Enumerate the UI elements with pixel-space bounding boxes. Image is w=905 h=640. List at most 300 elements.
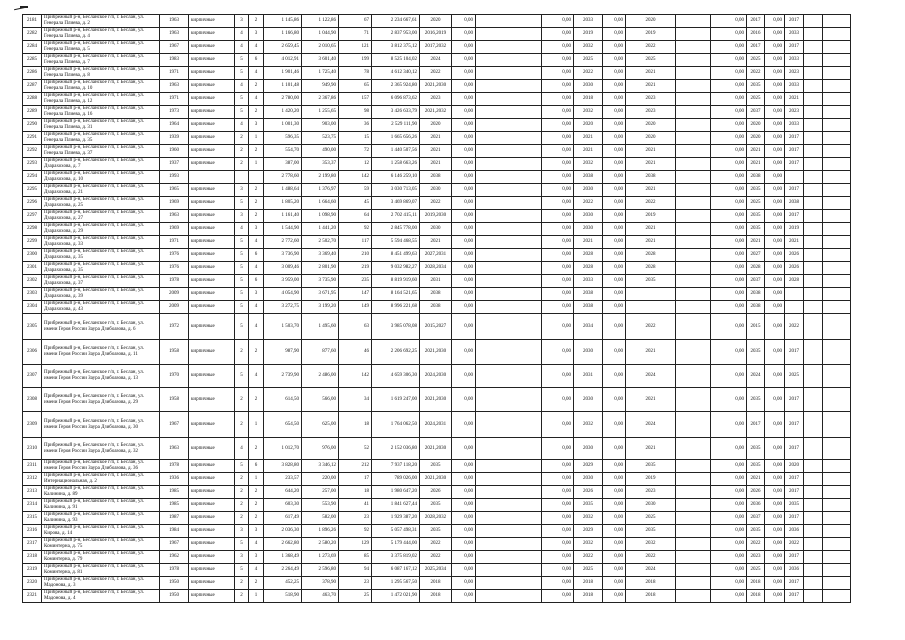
cost-cell: 0,00 bbox=[711, 93, 747, 106]
blank-cell bbox=[476, 412, 542, 438]
address-cell: Прибрежный р-н, Бесланское г/п, г. Беслан, ул. Генерала Плиева, д. 7 bbox=[42, 54, 160, 67]
cost-cell: 0,00 bbox=[765, 54, 785, 67]
repair-period-cell: 2032 bbox=[574, 158, 603, 171]
repair-period-cell: 2022 bbox=[785, 314, 804, 340]
cost-cell: 0,00 bbox=[452, 340, 476, 365]
repair-period-cell: 2035 bbox=[747, 460, 765, 473]
blank-cell bbox=[676, 486, 711, 499]
repair-period-cell: 2030 bbox=[574, 340, 603, 365]
cost-cell: 0,00 bbox=[765, 197, 785, 210]
wall-material-cell: кирпичные bbox=[189, 15, 235, 28]
row-number: 2303 bbox=[23, 288, 42, 301]
wall-material-cell bbox=[189, 171, 235, 184]
wall-material-cell: кирпичные bbox=[189, 288, 235, 301]
table-row bbox=[23, 106, 851, 119]
entrances-cell: 2 bbox=[249, 438, 264, 460]
total-area-cell: 2 772,60 bbox=[264, 236, 302, 249]
total-cost-cell: 2 152 036,80 bbox=[372, 438, 420, 460]
total-area-cell: 2 264,49 bbox=[264, 564, 302, 577]
table-row bbox=[23, 158, 851, 171]
repair-period-cell: 2030 bbox=[574, 223, 603, 236]
blank-cell bbox=[804, 538, 823, 551]
table-row bbox=[23, 236, 851, 249]
living-area-cell: 1 098,90 bbox=[302, 210, 339, 223]
cost-cell: 0,00 bbox=[711, 223, 747, 236]
entrances-cell: 4 bbox=[249, 236, 264, 249]
repair-period-cell: 2023 bbox=[626, 486, 676, 499]
cost-cell: 0,00 bbox=[765, 438, 785, 460]
total-area-cell: 1 503,70 bbox=[264, 314, 302, 340]
total-area-cell: 3 736,90 bbox=[264, 249, 302, 262]
blank-cell bbox=[804, 171, 823, 184]
blank-cell bbox=[476, 132, 542, 145]
repair-period-cell: 2025 bbox=[747, 54, 765, 67]
blank-cell bbox=[476, 538, 542, 551]
row-number: 2305 bbox=[23, 314, 42, 340]
entrances-cell: 4 bbox=[249, 41, 264, 54]
repair-period-cell: 2023 bbox=[785, 106, 804, 119]
repair-period-cell: 2033 bbox=[785, 119, 804, 132]
cost-cell: 0,00 bbox=[711, 314, 747, 340]
residents-cell: 117 bbox=[339, 236, 372, 249]
entrances-cell: 2 bbox=[249, 15, 264, 28]
wall-material-cell: кирпичные bbox=[189, 486, 235, 499]
blank-cell bbox=[823, 106, 851, 119]
address-cell: Прибрежный р-н, Бесланское г/п, г. Беслан, ул. Генерала Плиева, д. 37 bbox=[42, 145, 160, 158]
total-cost-cell: 1 929 387,20 bbox=[372, 512, 420, 525]
year-built-cell: 1985 bbox=[160, 486, 189, 499]
residents-cell: 25 bbox=[339, 590, 372, 603]
entrances-cell: 3 bbox=[249, 288, 264, 301]
blank-cell bbox=[676, 564, 711, 577]
repair-period-cell: 2037 bbox=[747, 275, 765, 288]
blank-cell bbox=[676, 551, 711, 564]
cost-cell: 0,00 bbox=[542, 340, 574, 365]
repair-period-cell: 2018 bbox=[574, 577, 603, 590]
row-number: 2298 bbox=[23, 223, 42, 236]
wall-material-cell: кирпичные bbox=[189, 499, 235, 512]
blank-cell bbox=[804, 236, 823, 249]
residents-cell: 142 bbox=[339, 365, 372, 388]
floors-cell: 2 bbox=[235, 412, 249, 438]
row-number: 2301 bbox=[23, 262, 42, 275]
cost-cell: 0,00 bbox=[711, 301, 747, 314]
cost-cell: 0,00 bbox=[765, 171, 785, 184]
living-area-cell: 463,70 bbox=[302, 590, 339, 603]
cost-cell: 0,00 bbox=[711, 119, 747, 132]
year-built-cell: 1976 bbox=[160, 262, 189, 275]
blank-cell bbox=[676, 275, 711, 288]
living-area-cell: 257,00 bbox=[302, 486, 339, 499]
wall-material-cell: кирпичные bbox=[189, 80, 235, 93]
cost-cell: 0,00 bbox=[542, 314, 574, 340]
table-row bbox=[23, 438, 851, 460]
blank-cell bbox=[804, 577, 823, 590]
cost-cell: 0,00 bbox=[542, 412, 574, 438]
blank-cell bbox=[676, 119, 711, 132]
wall-material-cell: кирпичные bbox=[189, 54, 235, 67]
blank-cell bbox=[476, 388, 542, 412]
residents-cell: 45 bbox=[339, 197, 372, 210]
entrances-cell: 1 bbox=[249, 412, 264, 438]
year-built-cell: 1984 bbox=[160, 525, 189, 538]
total-cost-cell: 1 258 663,26 bbox=[372, 158, 420, 171]
row-number: 2299 bbox=[23, 236, 42, 249]
floors-cell: 2 bbox=[235, 486, 249, 499]
blank-cell bbox=[676, 184, 711, 197]
cost-cell: 0,00 bbox=[603, 236, 626, 249]
wall-material-cell: кирпичные bbox=[189, 158, 235, 171]
blank-cell bbox=[476, 158, 542, 171]
repair-period-cell: 2022 bbox=[626, 41, 676, 54]
table-row bbox=[23, 15, 851, 28]
repair-period-cell: 2038 bbox=[626, 171, 676, 184]
total-cost-cell: 4 659 306,30 bbox=[372, 365, 420, 388]
cost-cell: 0,00 bbox=[542, 210, 574, 223]
blank-cell bbox=[804, 93, 823, 106]
blank-cell bbox=[676, 15, 711, 28]
blank-cell bbox=[804, 119, 823, 132]
repair-period-cell bbox=[785, 288, 804, 301]
year-built-cell: 1963 bbox=[160, 210, 189, 223]
repair-period-cell: 2023 bbox=[420, 93, 452, 106]
repair-period-cell: 2018 bbox=[626, 590, 676, 603]
wall-material-cell: кирпичные bbox=[189, 473, 235, 486]
repair-period-cell: 2035 bbox=[626, 460, 676, 473]
cost-cell: 0,00 bbox=[452, 473, 476, 486]
repair-period-cell: 2020 bbox=[626, 132, 676, 145]
cost-cell: 0,00 bbox=[603, 538, 626, 551]
repair-period-cell: 2033 bbox=[574, 275, 603, 288]
floors-cell: 5 bbox=[235, 67, 249, 80]
cost-cell: 0,00 bbox=[452, 132, 476, 145]
cost-cell: 0,00 bbox=[711, 275, 747, 288]
row-number: 2307 bbox=[23, 365, 42, 388]
cost-cell: 0,00 bbox=[603, 438, 626, 460]
entrances-cell: 2 bbox=[249, 388, 264, 412]
blank-cell bbox=[823, 197, 851, 210]
repair-period-cell: 2035 bbox=[747, 80, 765, 93]
living-area-cell: 378,90 bbox=[302, 577, 339, 590]
floors-cell: 2 bbox=[235, 388, 249, 412]
year-built-cell: 1971 bbox=[160, 93, 189, 106]
cost-cell: 0,00 bbox=[765, 41, 785, 54]
floors-cell: 3 bbox=[235, 184, 249, 197]
entrances-cell: 2 bbox=[249, 197, 264, 210]
floors-cell: 5 bbox=[235, 288, 249, 301]
repair-period-cell: 2017 bbox=[785, 210, 804, 223]
floors-cell: 4 bbox=[235, 80, 249, 93]
repair-period-cell: 2036 bbox=[785, 564, 804, 577]
cost-cell: 0,00 bbox=[542, 54, 574, 67]
total-cost-cell: 1 440 507,56 bbox=[372, 145, 420, 158]
cost-cell: 0,00 bbox=[542, 438, 574, 460]
total-cost-cell: 3 985 078,08 bbox=[372, 314, 420, 340]
cost-cell: 0,00 bbox=[711, 262, 747, 275]
blank-cell bbox=[476, 486, 542, 499]
blank-cell bbox=[676, 41, 711, 54]
residents-cell: 12 bbox=[339, 158, 372, 171]
repair-period-cell: 2022 bbox=[626, 551, 676, 564]
cost-cell: 0,00 bbox=[542, 538, 574, 551]
living-area-cell: 976,00 bbox=[302, 438, 339, 460]
repair-period-cell: 2017 bbox=[785, 512, 804, 525]
blank-cell bbox=[676, 590, 711, 603]
blank-cell bbox=[823, 301, 851, 314]
year-built-cell: 1962 bbox=[160, 551, 189, 564]
living-area-cell: 1 725,40 bbox=[302, 67, 339, 80]
wall-material-cell: кирпичные bbox=[189, 538, 235, 551]
cost-cell: 0,00 bbox=[765, 223, 785, 236]
total-cost-cell: 8 819 919,60 bbox=[372, 275, 420, 288]
repair-period-cell: 2018 bbox=[626, 577, 676, 590]
blank-cell bbox=[676, 388, 711, 412]
total-area-cell: 452,25 bbox=[264, 577, 302, 590]
repair-period-cell: 2038 bbox=[785, 197, 804, 210]
blank-cell bbox=[476, 93, 542, 106]
cost-cell: 0,00 bbox=[603, 473, 626, 486]
year-built-cell: 1978 bbox=[160, 460, 189, 473]
total-area-cell: 4 012,91 bbox=[264, 54, 302, 67]
table-row bbox=[23, 210, 851, 223]
total-cost-cell: 3 375 819,02 bbox=[372, 551, 420, 564]
blank-cell bbox=[823, 275, 851, 288]
living-area-cell: 877,60 bbox=[302, 340, 339, 365]
total-area-cell: 1 544,90 bbox=[264, 223, 302, 236]
repair-period-cell: 2024 bbox=[747, 365, 765, 388]
row-number: 2300 bbox=[23, 249, 42, 262]
cost-cell: 0,00 bbox=[452, 80, 476, 93]
living-area-cell: 1 376,97 bbox=[302, 184, 339, 197]
residents-cell: 219 bbox=[339, 262, 372, 275]
blank-cell bbox=[476, 119, 542, 132]
blank-cell bbox=[804, 262, 823, 275]
repair-period-cell: 2021 bbox=[574, 145, 603, 158]
cost-cell: 0,00 bbox=[603, 564, 626, 577]
repair-period-cell: 2021 bbox=[626, 80, 676, 93]
blank-cell bbox=[823, 119, 851, 132]
blank-cell bbox=[823, 171, 851, 184]
repair-period-cell: 2021 bbox=[626, 223, 676, 236]
blank-cell bbox=[676, 340, 711, 365]
repair-period-cell: 2038 bbox=[747, 288, 765, 301]
entrances-cell: 4 bbox=[249, 538, 264, 551]
address-cell: Прибрежный р-н, Бесланское г/п, г. Беслан, ул. Дзарахохова, д. 35 bbox=[42, 249, 160, 262]
cost-cell: 0,00 bbox=[452, 249, 476, 262]
residents-cell: 15 bbox=[339, 132, 372, 145]
wall-material-cell: кирпичные bbox=[189, 262, 235, 275]
address-cell: Прибрежный р-н, Бесланское г/п, г. Беслан, ул. Генерала Плиева, д. 5 bbox=[42, 41, 160, 54]
blank-cell bbox=[476, 499, 542, 512]
cost-cell: 0,00 bbox=[452, 577, 476, 590]
address-cell: Прибрежный р-н, Бесланское г/п, г. Беслан, ул. Калинина, д. 91 bbox=[42, 499, 160, 512]
row-number: 2288 bbox=[23, 93, 42, 106]
address-cell: Прибрежный р-н, Бесланское г/п, г. Беслан, ул. Генерала Плиева, д. 2 bbox=[42, 15, 160, 28]
floors-cell: 3 bbox=[235, 15, 249, 28]
repair-period-cell: 2022 bbox=[747, 67, 765, 80]
blank-cell bbox=[676, 197, 711, 210]
floors-cell: 3 bbox=[235, 525, 249, 538]
total-area-cell: 644,20 bbox=[264, 486, 302, 499]
blank-cell bbox=[804, 412, 823, 438]
total-area-cell: 2 778,60 bbox=[264, 171, 302, 184]
repair-period-cell: 2035 bbox=[747, 210, 765, 223]
cost-cell: 0,00 bbox=[542, 67, 574, 80]
total-area-cell: 554,70 bbox=[264, 145, 302, 158]
row-number: 2285 bbox=[23, 54, 42, 67]
total-area-cell: 1 012,70 bbox=[264, 438, 302, 460]
blank-cell bbox=[823, 15, 851, 28]
floors-cell: 5 bbox=[235, 460, 249, 473]
blank-cell bbox=[823, 28, 851, 41]
cost-cell: 0,00 bbox=[452, 460, 476, 473]
residents-cell: 129 bbox=[339, 538, 372, 551]
year-built-cell: 1960 bbox=[160, 145, 189, 158]
wall-material-cell: кирпичные bbox=[189, 512, 235, 525]
repair-period-cell: 2019 bbox=[785, 223, 804, 236]
blank-cell bbox=[804, 106, 823, 119]
residents-cell: 23 bbox=[339, 512, 372, 525]
cost-cell: 0,00 bbox=[452, 54, 476, 67]
blank-cell bbox=[804, 249, 823, 262]
cost-cell: 0,00 bbox=[765, 236, 785, 249]
cost-cell: 0,00 bbox=[765, 486, 785, 499]
total-area-cell: 1 901,46 bbox=[264, 67, 302, 80]
year-built-cell: 1976 bbox=[160, 249, 189, 262]
repair-period-cell: 2024 bbox=[626, 564, 676, 577]
repair-period-cell: 2028 bbox=[626, 262, 676, 275]
total-area-cell: 1 001,30 bbox=[264, 119, 302, 132]
repair-period-cell: 2035 bbox=[420, 525, 452, 538]
wall-material-cell: кирпичные bbox=[189, 365, 235, 388]
address-cell: Прибрежный р-н, Бесланское г/п, г. Беслан, ул. Генерала Плиева, д. 31 bbox=[42, 119, 160, 132]
cost-cell: 0,00 bbox=[452, 538, 476, 551]
total-area-cell: 2 739,90 bbox=[264, 365, 302, 388]
blank-cell bbox=[823, 590, 851, 603]
year-built-cell: 1967 bbox=[160, 412, 189, 438]
repair-period-cell: 2033 bbox=[785, 28, 804, 41]
total-cost-cell: 8 525 104,02 bbox=[372, 54, 420, 67]
cost-cell: 0,00 bbox=[603, 93, 626, 106]
row-number: 2321 bbox=[23, 590, 42, 603]
repair-period-cell: 2026 bbox=[785, 249, 804, 262]
repair-period-cell: 2035 bbox=[747, 223, 765, 236]
blank-cell bbox=[823, 132, 851, 145]
total-area-cell: 2 662,80 bbox=[264, 538, 302, 551]
repair-period-cell: 2025 bbox=[785, 365, 804, 388]
blank-cell bbox=[676, 460, 711, 473]
repair-period-cell: 2017 bbox=[785, 577, 804, 590]
cost-cell: 0,00 bbox=[542, 80, 574, 93]
row-number: 2308 bbox=[23, 388, 42, 412]
year-built-cell: 1969 bbox=[160, 197, 189, 210]
year-built-cell: 1937 bbox=[160, 158, 189, 171]
cost-cell: 0,00 bbox=[452, 438, 476, 460]
living-area-cell: 1 122,86 bbox=[302, 15, 339, 28]
wall-material-cell: кирпичные bbox=[189, 145, 235, 158]
cost-cell: 0,00 bbox=[765, 412, 785, 438]
living-area-cell: 1 664,60 bbox=[302, 197, 339, 210]
cost-cell: 0,00 bbox=[603, 590, 626, 603]
blank-cell bbox=[476, 41, 542, 54]
residents-cell: 147 bbox=[339, 288, 372, 301]
cost-cell: 0,00 bbox=[765, 525, 785, 538]
cost-cell: 0,00 bbox=[603, 67, 626, 80]
table-row bbox=[23, 486, 851, 499]
blank-cell bbox=[476, 28, 542, 41]
row-number: 2316 bbox=[23, 525, 42, 538]
blank-cell bbox=[823, 249, 851, 262]
total-cost-cell: 789 026,00 bbox=[372, 473, 420, 486]
cost-cell: 0,00 bbox=[765, 340, 785, 365]
repair-period-cell: 2030 bbox=[626, 499, 676, 512]
repair-period-cell bbox=[626, 301, 676, 314]
repair-period-cell: 2032 bbox=[574, 41, 603, 54]
blank-cell bbox=[476, 54, 542, 67]
living-area-cell: 2 580,20 bbox=[302, 538, 339, 551]
living-area-cell: 3 346,12 bbox=[302, 460, 339, 473]
blank-cell bbox=[476, 340, 542, 365]
cost-cell: 0,00 bbox=[711, 67, 747, 80]
entrances-cell: 2 bbox=[249, 106, 264, 119]
address-cell: Прибрежный р-н, Бесланское г/п, г. Беслан, ул. Интернациональная, д. 2 bbox=[42, 473, 160, 486]
blank-cell bbox=[823, 93, 851, 106]
entrances-cell: 4 bbox=[249, 67, 264, 80]
table-row bbox=[23, 288, 851, 301]
row-number: 2312 bbox=[23, 473, 42, 486]
cost-cell: 0,00 bbox=[765, 67, 785, 80]
cost-cell: 0,00 bbox=[603, 41, 626, 54]
repair-period-cell: 2022 bbox=[747, 538, 765, 551]
repair-period-cell: 2022 bbox=[574, 197, 603, 210]
blank-cell bbox=[823, 210, 851, 223]
year-built-cell: 1950 bbox=[160, 590, 189, 603]
living-area-cell: 3 735,90 bbox=[302, 275, 339, 288]
total-area-cell: 614,50 bbox=[264, 388, 302, 412]
cost-cell: 0,00 bbox=[765, 158, 785, 171]
row-number: 2318 bbox=[23, 551, 42, 564]
cost-cell: 0,00 bbox=[765, 288, 785, 301]
table-row bbox=[23, 301, 851, 314]
total-area-cell: 3 272,75 bbox=[264, 301, 302, 314]
cost-cell: 0,00 bbox=[765, 93, 785, 106]
cost-cell: 0,00 bbox=[542, 145, 574, 158]
repair-period-cell: 2025 bbox=[574, 54, 603, 67]
repair-period-cell: 2021 bbox=[626, 67, 676, 80]
address-cell: Прибрежный р-н, Бесланское г/п, г. Беслан, ул. имени Героя России Заура Дзибоазова, д. 32 bbox=[42, 438, 160, 460]
wall-material-cell: кирпичные bbox=[189, 412, 235, 438]
entrances-cell: 1 bbox=[249, 473, 264, 486]
repair-period-cell: 2028 bbox=[785, 275, 804, 288]
address-cell: Прибрежный р-н, Бесланское г/п, г. Беслан, ул. Коминтерна, д. 75 bbox=[42, 538, 160, 551]
row-number: 2181 bbox=[23, 15, 42, 28]
row-number: 2286 bbox=[23, 67, 42, 80]
blank-cell bbox=[804, 525, 823, 538]
blank-cell bbox=[676, 262, 711, 275]
table-row bbox=[23, 412, 851, 438]
cost-cell: 0,00 bbox=[711, 210, 747, 223]
repair-period-cell: 2021,2030 bbox=[420, 473, 452, 486]
residents-cell: 78 bbox=[339, 67, 372, 80]
cost-cell: 0,00 bbox=[542, 590, 574, 603]
cost-cell: 0,00 bbox=[603, 512, 626, 525]
blank-cell bbox=[823, 236, 851, 249]
blank-cell bbox=[804, 301, 823, 314]
blank-cell bbox=[676, 171, 711, 184]
blank-cell bbox=[676, 499, 711, 512]
cost-cell: 0,00 bbox=[542, 171, 574, 184]
total-cost-cell: 2 234 667,61 bbox=[372, 15, 420, 28]
